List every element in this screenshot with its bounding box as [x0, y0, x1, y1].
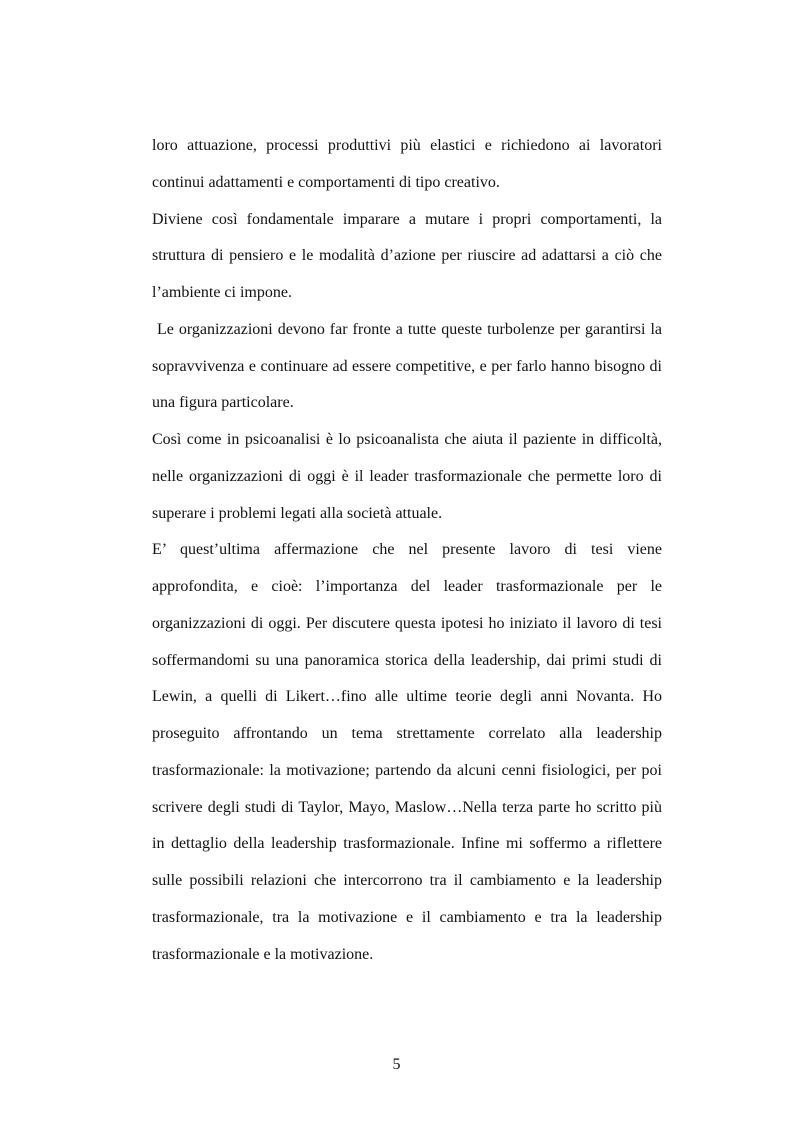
- text-line: loro attuazione, processi produttivi più elastici e richiedono ai lavoratori: [152, 137, 662, 154]
- text-line: trasformazionale e la motivazione.: [152, 945, 374, 963]
- text-line: E’ quest’ultima affermazione che nel presente lavoro di tesi viene: [152, 541, 662, 559]
- text-line: approfondita, e cioè: l’importanza del leader trasformazionale per le: [152, 578, 662, 595]
- text-line: nelle organizzazioni di oggi è il leader trasformazionale che permette loro di: [152, 467, 662, 485]
- text-line: soffermandomi su una panoramica storica della leadership, dai primi studi di: [152, 651, 662, 669]
- text-line: sulle possibili relazioni che intercorrono tra il cambiamento e la leadership: [152, 872, 662, 889]
- text-line: Le organizzazioni devono far fronte a tutte queste turbolenze per garantirsi la: [152, 320, 662, 338]
- text-line: trasformazionale, tra la motivazione e il cambiamento e tra la leadership: [152, 908, 662, 926]
- text-line: continui adattamenti e comportamenti di tipo creativo.: [152, 173, 500, 191]
- text-line: Così come in psicoanalisi è lo psicoanalista che aiuta il paziente in difficoltà,: [152, 431, 662, 448]
- text-line: in dettaglio della leadership trasformazionale. Infine mi soffermo a riflettere: [152, 835, 662, 853]
- text-line: trasformazionale: la motivazione; partendo da alcuni cenni fisiologici, per poi: [152, 761, 662, 779]
- text-line: scrivere degli studi di Taylor, Mayo, Maslow…Nella terza parte ho scritto più: [152, 798, 662, 816]
- body-text: [152, 128, 662, 973]
- text-line: Diviene così fondamentale imparare a mutare i propri comportamenti, la: [152, 210, 662, 228]
- text-line: Lewin, a quelli di Likert…fino alle ultime teorie degli anni Novanta. Ho: [152, 688, 662, 706]
- text-line: una figura particolare.: [152, 394, 294, 412]
- text-line: superare i problemi legati alla società attuale.: [152, 504, 443, 522]
- page-number: 5: [392, 1056, 401, 1073]
- text-line: sopravvivenza e continuare ad essere competitive, e per farlo hanno bisogno di: [152, 357, 662, 375]
- text-line: struttura di pensiero e le modalità d’azione per riuscire ad adattarsi a ciò che: [152, 247, 662, 265]
- text-line: organizzazioni di oggi. Per discutere questa ipotesi ho iniziato il lavoro di tesi: [152, 614, 662, 632]
- text-line: l’ambiente ci impone.: [152, 284, 292, 301]
- text-line: proseguito affrontando un tema strettamente correlato alla leadership: [152, 725, 662, 742]
